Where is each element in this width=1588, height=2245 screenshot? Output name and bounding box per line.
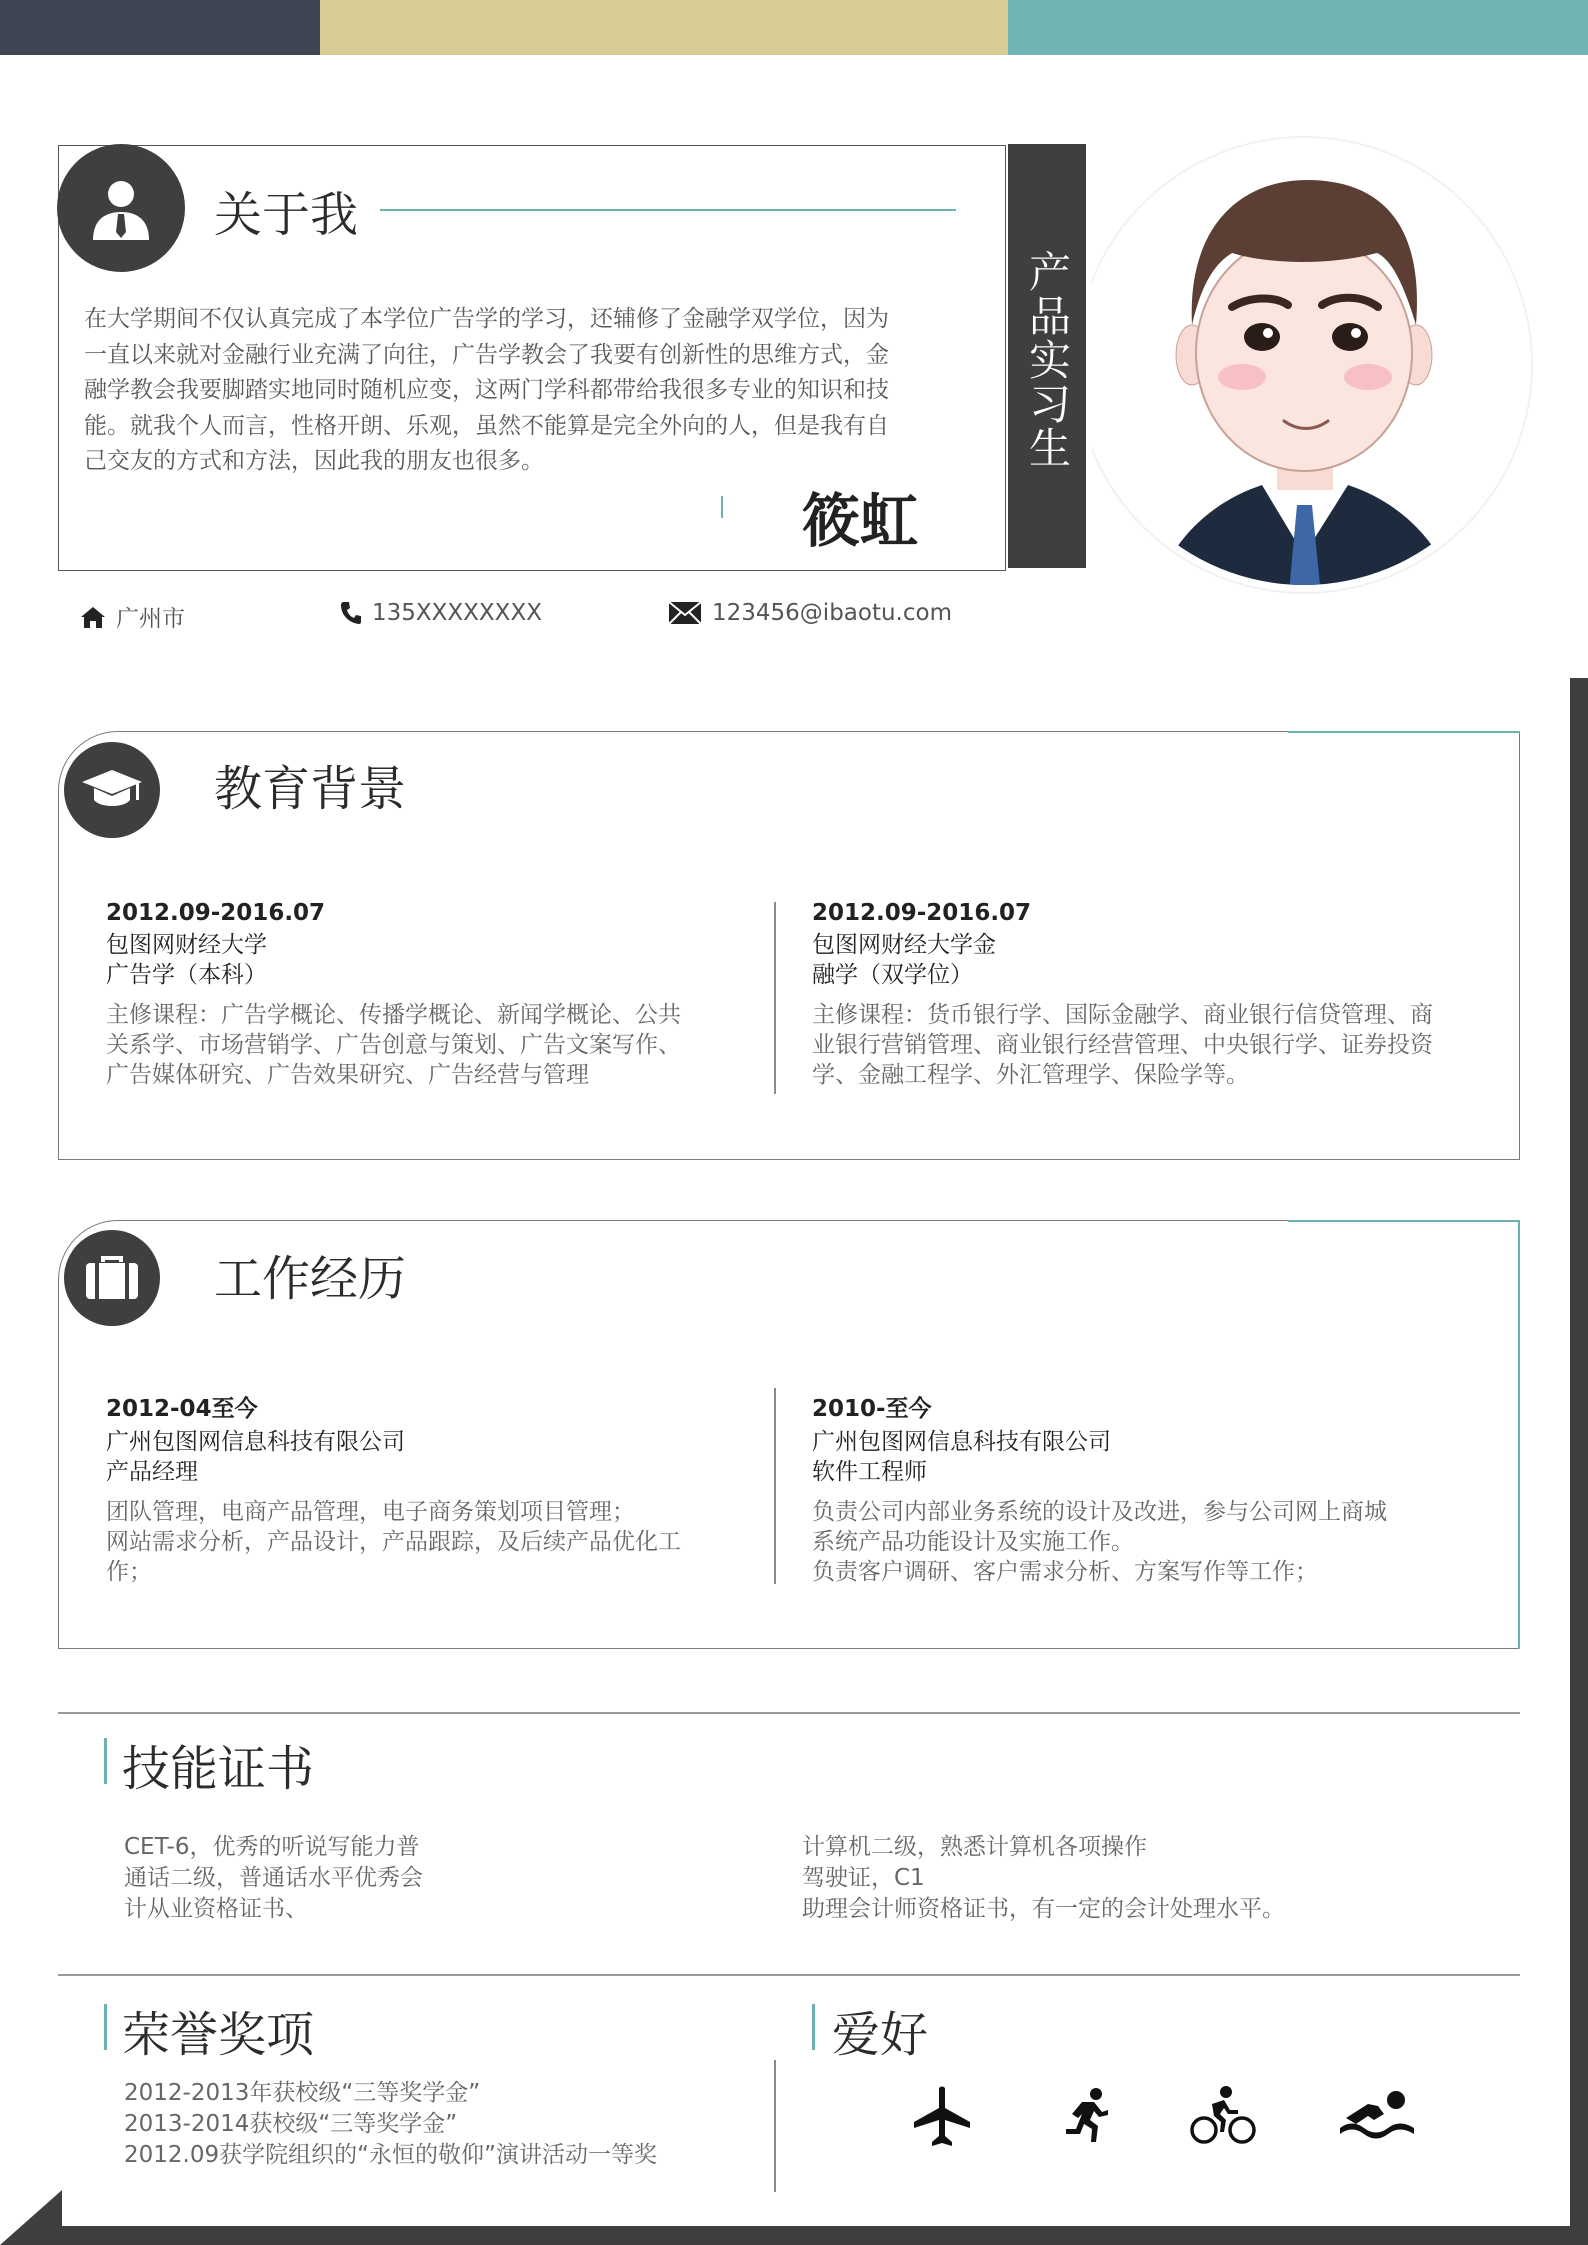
work-title: 工作经历 <box>214 1251 407 1307</box>
bottom-bar <box>60 2226 1588 2245</box>
education-top-accent <box>1288 731 1520 733</box>
mail-icon <box>668 601 702 625</box>
hobby-swimming <box>1338 2090 1416 2144</box>
education-courses: 主修课程：广告学概论、传播学概论、新闻学概论、公共 关系学、市场营销学、广告创意与策划、广告文案写作、 广告媒体研究、广告效果研究、广告经营与管理 <box>106 1002 681 1088</box>
education-divider <box>774 902 776 1094</box>
honors-accent-bar <box>104 2004 107 2050</box>
work-duties: 团队管理，电商产品管理，电子商务策划项目管理； 网站需求分析，产品设计，产品跟踪，及后续产品优化工 作； <box>106 1499 681 1585</box>
work-entry-1 <box>106 1390 746 1587</box>
work-right-accent <box>1518 1220 1520 1649</box>
skills-accent-bar <box>104 1738 107 1784</box>
portrait-photo <box>1092 85 1588 651</box>
phone-icon <box>340 601 362 625</box>
running-icon <box>1064 2088 1110 2144</box>
work-duties: 负责公司内部业务系统的设计及改进，参与公司网上商城 系统产品功能设计及实施工作。 负责客户调研、客户需求分析、方案写作等工作； <box>812 1499 1387 1585</box>
hobby-airplane <box>912 2086 972 2152</box>
swimming-icon <box>1338 2090 1416 2140</box>
education-school: 包图网财经大学金 <box>812 932 996 958</box>
education-icon-circle <box>64 742 160 838</box>
skills-top-rule <box>58 1712 1520 1714</box>
work-entry-2 <box>812 1390 1492 1587</box>
about-avatar-circle <box>57 144 185 272</box>
education-school: 包图网财经大学 <box>106 932 267 958</box>
work-date: 2012-04至今 <box>106 1396 258 1422</box>
top-strip-dark <box>0 0 320 55</box>
honors-title: 荣誉奖项 <box>122 2007 315 2063</box>
contact-city: 广州市 <box>80 600 185 633</box>
education-date: 2012.09-2016.07 <box>812 900 1032 926</box>
right-edge-bar <box>1570 678 1588 2245</box>
skills-left: CET-6，优秀的听说写能力普 通话二级，普通话水平优秀会 计从业资格证书、 <box>124 1834 423 1922</box>
skills-title: 技能证书 <box>122 1741 315 1797</box>
bottom-left-corner <box>0 2190 62 2245</box>
work-divider <box>774 1388 776 1584</box>
person-icon <box>85 172 157 244</box>
work-icon-circle <box>64 1230 160 1326</box>
position-label: 产品实习生 <box>1023 250 1072 470</box>
education-major: 广告学（本科） <box>106 962 267 988</box>
work-role: 产品经理 <box>106 1459 198 1485</box>
work-company: 广州包图网信息科技有限公司 <box>106 1429 405 1455</box>
education-major: 融学（双学位） <box>812 962 973 988</box>
hobby-running <box>1064 2088 1110 2148</box>
hobbies-accent-bar <box>812 2004 815 2050</box>
work-company: 广州包图网信息科技有限公司 <box>812 1429 1111 1455</box>
work-top-accent <box>1288 1220 1520 1222</box>
education-title: 教育背景 <box>214 761 407 817</box>
graduation-cap-icon <box>80 766 144 814</box>
education-entry-2 <box>812 900 1492 1090</box>
about-paragraph: 在大学期间不仅认真完成了本学位广告学的学习，还辅修了金融学双学位，因为 一直以来就对金融行业充满了向往，广告学教会了我要有创新性的思维方式，金 融学教会我要脚踏实地同时随机应变，这两门学科都带给我很多专业的知识和技 能。就我个人而言，性格开朗、乐观，虽然不能算是完全外向的人，但是我有自 己交友的方式和方法，因此我的朋友也很多。 <box>84 306 889 474</box>
contact-email: 123456@ibaotu.com <box>668 600 952 626</box>
about-title: 关于我 <box>214 187 359 243</box>
home-icon <box>80 605 106 629</box>
work-role: 软件工程师 <box>812 1459 927 1485</box>
briefcase-icon <box>84 1254 140 1302</box>
contact-phone: 135XXXXXXXX <box>340 600 542 626</box>
candidate-name: 筱虹 <box>802 487 919 555</box>
skills-right: 计算机二级，熟悉计算机各项操作 驾驶证，C1 助理会计师资格证书，有一定的会计处理水平。 <box>802 1834 1285 1922</box>
hobbies-title: 爱好 <box>832 2007 929 2063</box>
work-date: 2010-至今 <box>812 1396 932 1422</box>
honors-hobbies-divider <box>774 2060 776 2192</box>
education-date: 2012.09-2016.07 <box>106 900 326 926</box>
name-divider <box>721 496 723 518</box>
airplane-icon <box>912 2086 972 2148</box>
cycling-icon <box>1190 2086 1256 2146</box>
about-title-underline <box>380 209 956 211</box>
education-entry-1 <box>106 900 746 1090</box>
honors-list: 2012-2013年获校级“三等奖学金” 2013-2014获校级“三等奖学金” 2012.09获学院组织的“永恒的敬仰”演讲活动一等奖 <box>124 2080 657 2168</box>
education-courses: 主修课程：货币银行学、国际金融学、商业银行信贷管理、商 业银行营销管理、商业银行经营管理、中央银行学、证券投资 学、金融工程学、外汇管理学、保险学等。 <box>812 1002 1433 1088</box>
top-strip-teal <box>1008 0 1588 55</box>
top-strip-gold <box>320 0 1008 55</box>
hobby-cycling <box>1190 2086 1256 2150</box>
honors-top-rule <box>58 1974 1520 1976</box>
